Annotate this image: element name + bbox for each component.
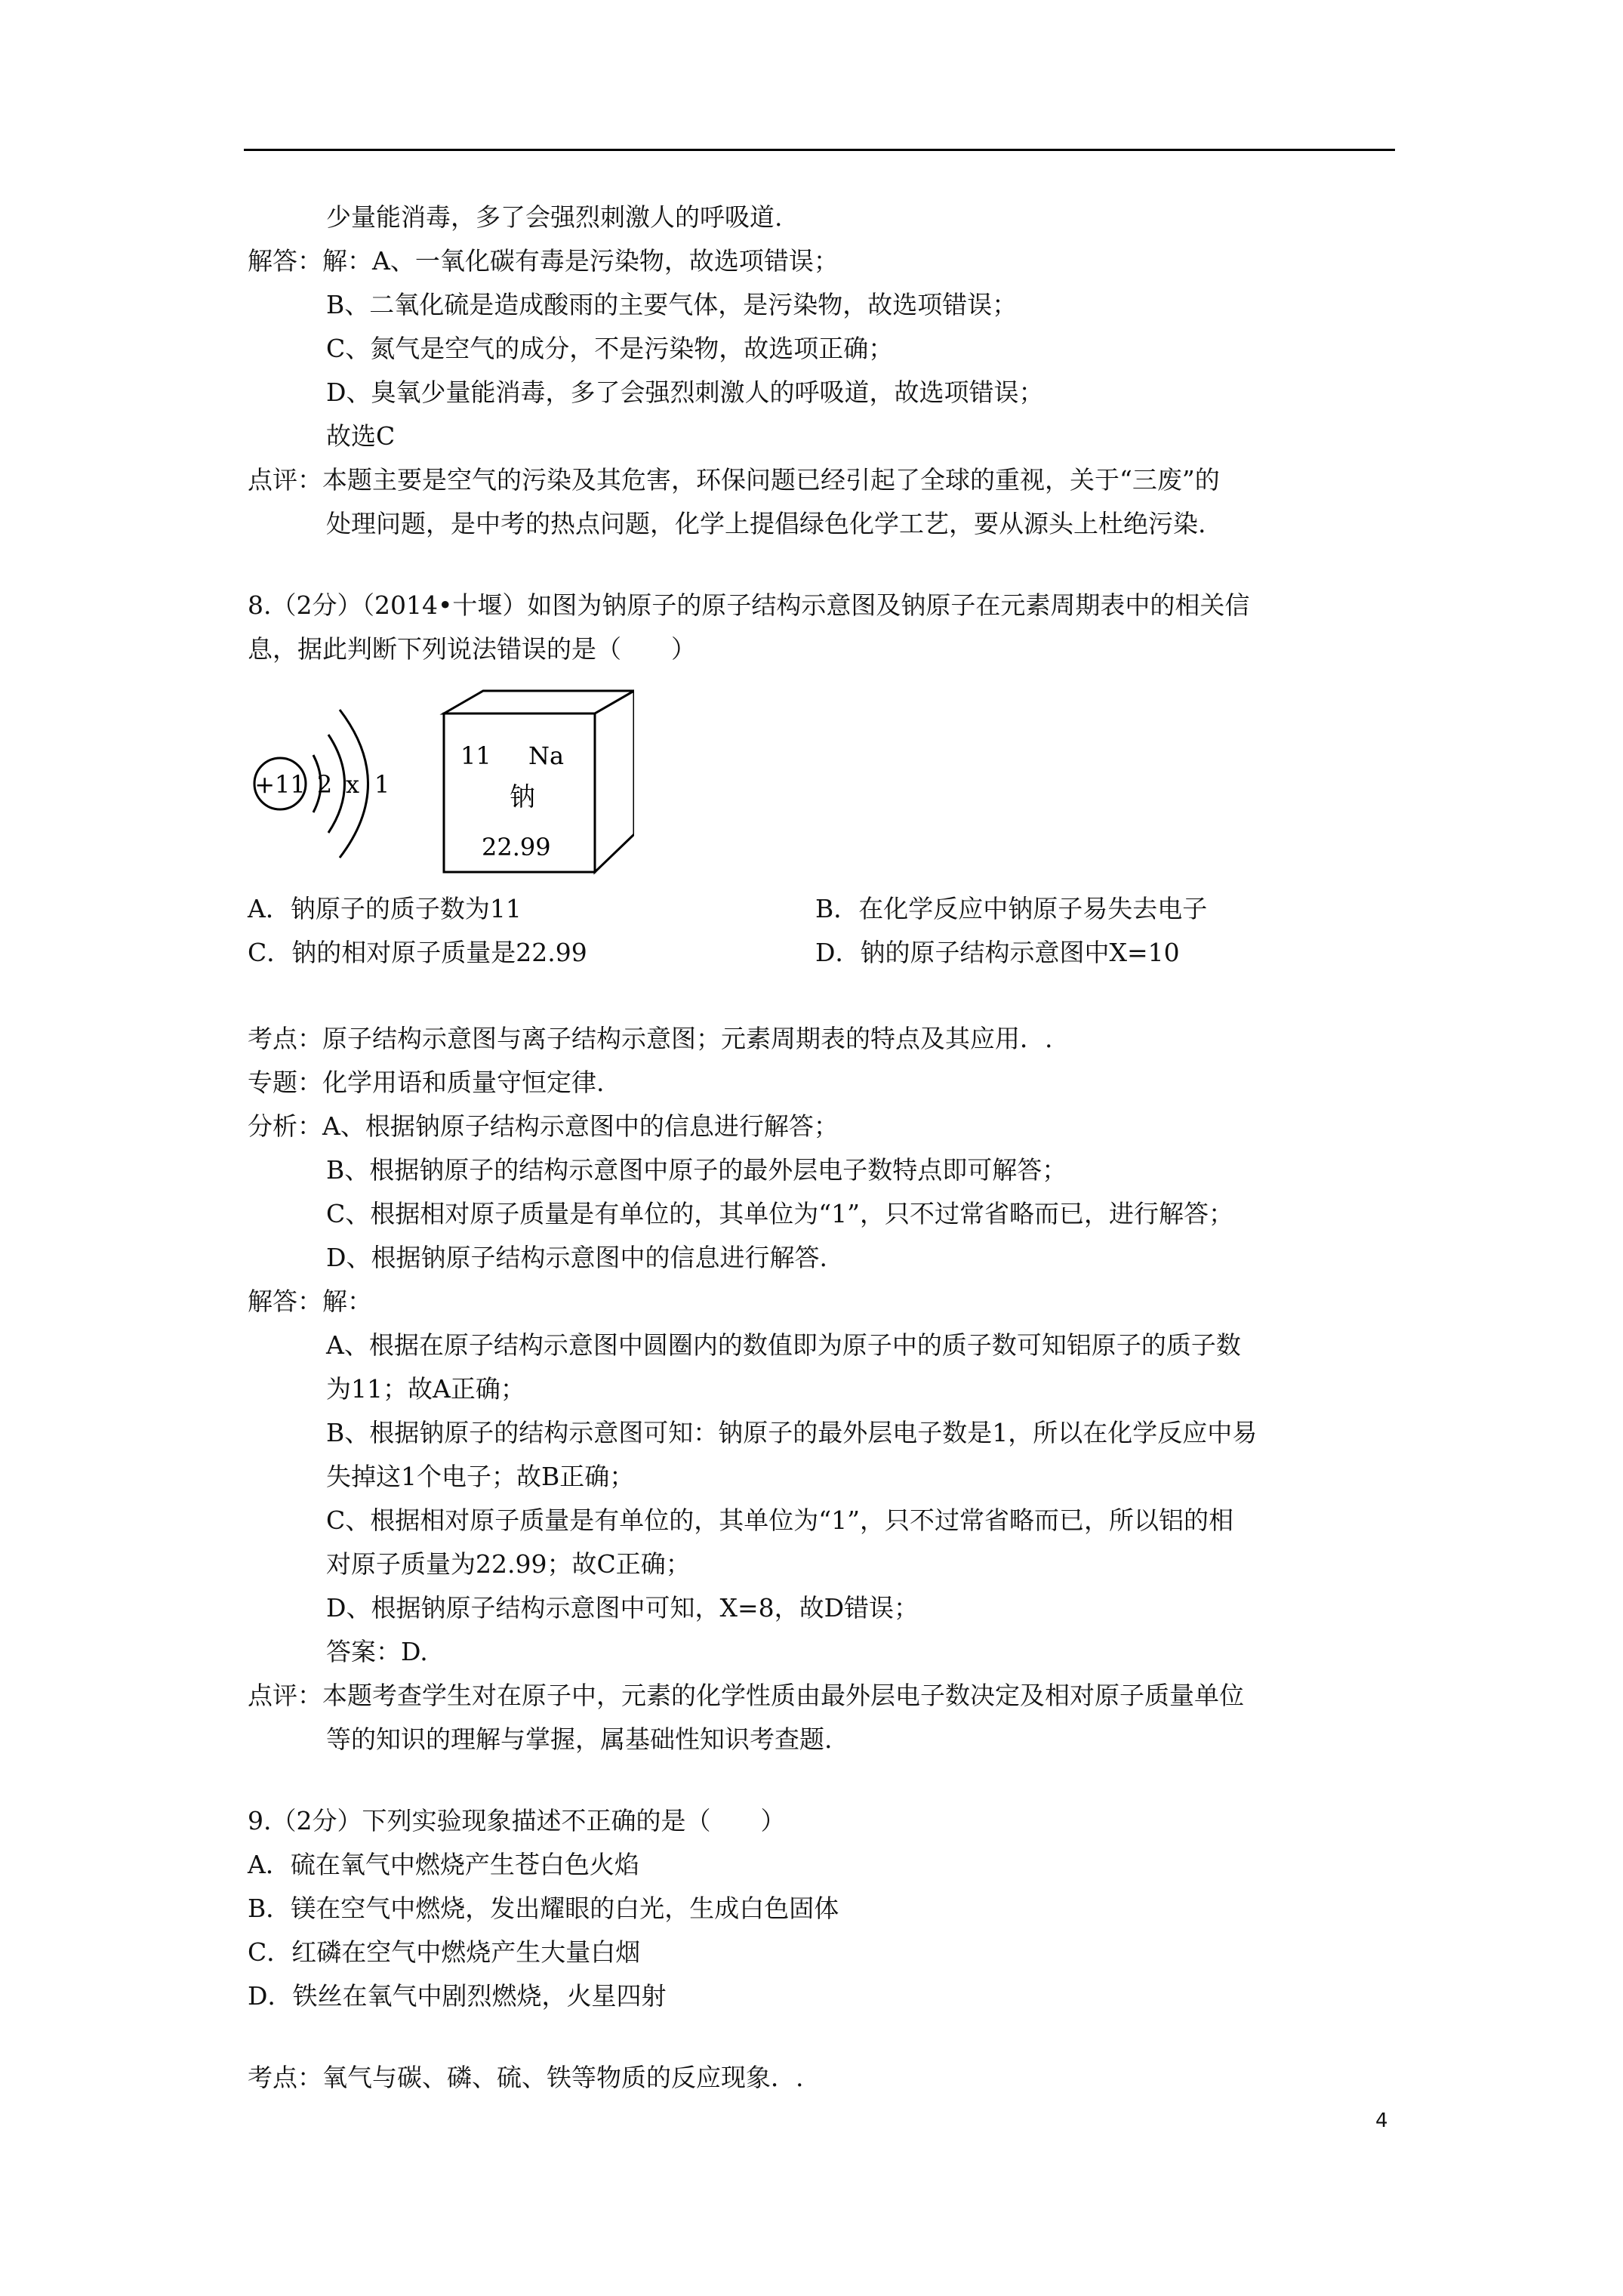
page-number: 4 <box>1375 2110 1388 2132</box>
cell-element-symbol: Na <box>528 741 565 770</box>
text-line: 点评：本题考查学生对在原子中，元素的化学性质由最外层电子数决定及相对原子质量单位 <box>248 1681 1244 1710</box>
text-line: C、根据相对原子质量是有单位的，其单位为“1”，只不过常省略而已，所以铝的相 <box>326 1505 1233 1535</box>
text-line: 点评：本题主要是空气的污染及其危害，环保问题已经引起了全球的重视，关于“三废”的 <box>248 465 1220 495</box>
text-line: 处理问题，是中考的热点问题，化学上提倡绿色化学工艺，要从源头上杜绝污染. <box>326 509 1206 538</box>
text-line: 答案：D. <box>326 1637 428 1666</box>
text-line: B、二氧化硫是造成酸雨的主要气体，是污染物，故选项错误； <box>326 290 1018 319</box>
cell-atomic-number: 11 <box>460 741 491 770</box>
question-9-option-b: B．镁在空气中燃烧，发出耀眼的白光，生成白色固体 <box>248 1894 839 1923</box>
question-9-option-c: C．红磷在空气中燃烧产生大量白烟 <box>248 1937 641 1967</box>
question-8-stem: 8.（2分）（2014•十堰）如图为钠原子的原子结构示意图及钠原子在元素周期表中的相关信 <box>248 590 1250 620</box>
text-line: 解答：解：A、一氧化碳有毒是污染物，故选项错误； <box>248 246 839 276</box>
text-line: B、根据钠原子的结构示意图中原子的最外层电子数特点即可解答； <box>326 1155 1067 1185</box>
option-b: B．在化学反应中钠原子易失去电子 <box>815 894 1208 923</box>
text-line: 故选C <box>326 421 396 451</box>
question-9-option-d: D．铁丝在氧气中剧烈燃烧，火星四射 <box>248 1981 667 2011</box>
text-line: 等的知识的理解与掌握，属基础性知识考查题. <box>326 1724 833 1754</box>
text-line: C、根据相对原子质量是有单位的，其单位为“1”，只不过常省略而已，进行解答； <box>326 1199 1233 1228</box>
text-line: D、臭氧少量能消毒，多了会强烈刺激人的呼吸道，故选项错误； <box>326 378 1044 407</box>
text-line: 失掉这1个电子；故B正确； <box>326 1462 635 1491</box>
text-line: 少量能消毒，多了会强烈刺激人的呼吸道. <box>326 202 783 232</box>
sodium-atom-figure <box>242 683 634 883</box>
text-line: 考点：氧气与碳、磷、硫、铁等物质的反应现象．. <box>248 2063 804 2092</box>
text-line: 解答：解： <box>248 1287 372 1316</box>
shell-1-count: 2 <box>316 770 333 799</box>
cell-atomic-mass: 22.99 <box>482 833 551 861</box>
text-line: 分析：A、根据钠原子结构示意图中的信息进行解答； <box>248 1111 839 1141</box>
option-c: C．钠的相对原子质量是22.99 <box>248 938 587 967</box>
text-line: 对原子质量为22.99；故C正确； <box>326 1549 691 1579</box>
option-d: D．钠的原子结构示意图中X=10 <box>815 938 1180 967</box>
question-9-stem: 9.（2分）下列实验现象描述不正确的是（ ） <box>248 1806 786 1835</box>
text-line: D、根据钠原子结构示意图中的信息进行解答. <box>326 1243 827 1272</box>
text-line: 专题：化学用语和质量守恒定律. <box>248 1068 605 1097</box>
text-line: A、根据在原子结构示意图中圆圈内的数值即为原子中的质子数可知铝原子的质子数 <box>326 1330 1241 1360</box>
header-rule <box>244 149 1395 151</box>
text-line: 考点：原子结构示意图与离子结构示意图；元素周期表的特点及其应用．. <box>248 1024 1053 1053</box>
shell-2-count: x <box>345 770 360 799</box>
cell-element-name: 钠 <box>510 782 535 812</box>
text-line: D、根据钠原子结构示意图中可知，X=8，故D错误； <box>326 1593 919 1623</box>
option-a: A．钠原子的质子数为11 <box>248 894 522 923</box>
question-9-option-a: A．硫在氧气中燃烧产生苍白色火焰 <box>248 1850 639 1879</box>
cell-side-face <box>595 691 634 872</box>
text-line: B、根据钠原子的结构示意图可知：钠原子的最外层电子数是1，所以在化学反应中易 <box>326 1418 1258 1447</box>
question-8-stem: 息，据此判断下列说法错误的是（ ） <box>248 634 696 664</box>
text-line: C、氮气是空气的成分，不是污染物，故选项正确； <box>326 334 894 363</box>
text-line: 为11；故A正确； <box>326 1374 525 1404</box>
nucleus-label: +11 <box>254 770 306 799</box>
shell-3-count: 1 <box>374 770 390 799</box>
